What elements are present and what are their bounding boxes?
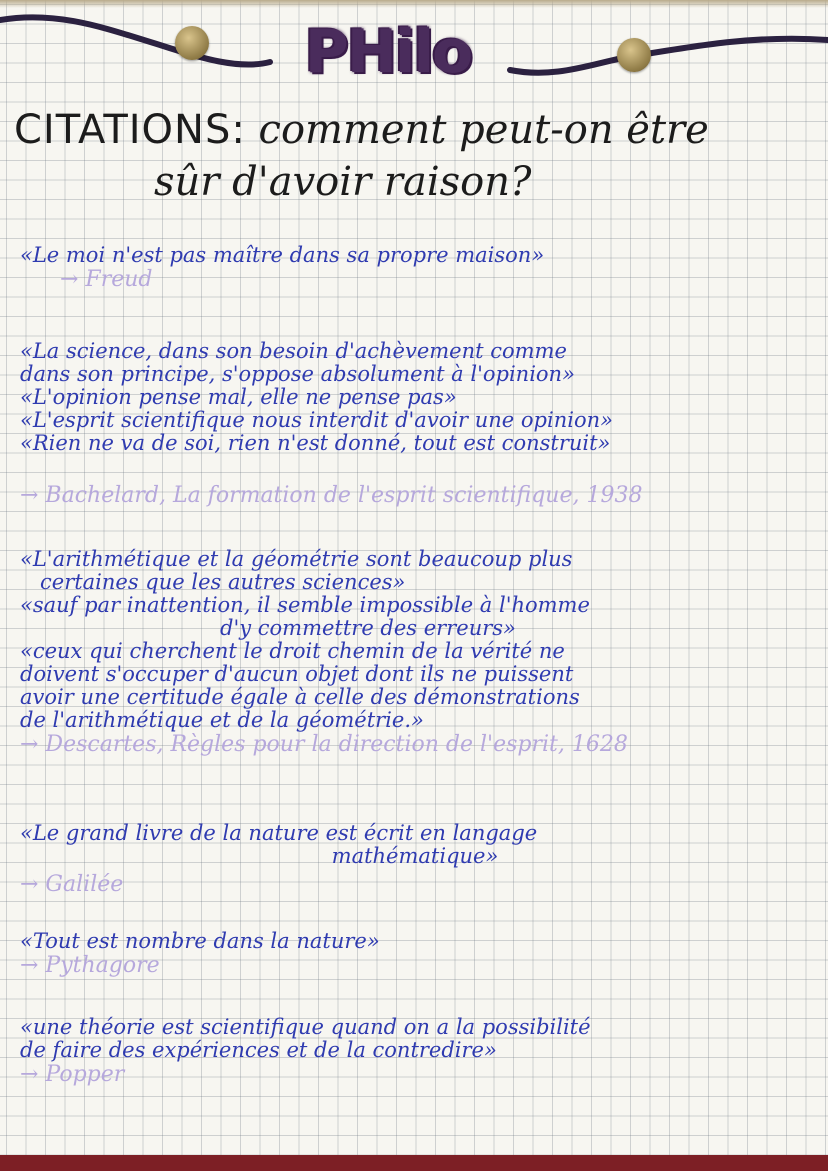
- quote-line: de faire des expériences et de la contredire»: [20, 1038, 497, 1062]
- quote-line: «Tout est nombre dans la nature»: [20, 929, 380, 953]
- eyelet-left-icon: [175, 26, 209, 60]
- heading-question-part1: comment peut-on être: [245, 107, 709, 153]
- quote-line: «ceux qui cherchent le droit chemin de la vérité ne: [20, 639, 565, 663]
- quote-line: «L'opinion pense mal, elle ne pense pas»: [20, 385, 457, 409]
- quote-line: «Le grand livre de la nature est écrit en langage: [20, 821, 538, 845]
- quote-author: → Bachelard, La formation de l'esprit scientifique, 1938: [20, 483, 643, 508]
- quote-line: mathématique»: [331, 844, 499, 868]
- heading: [14, 104, 814, 208]
- quote-block-galilee: [20, 822, 810, 898]
- quote-line: «sauf par inattention, il semble impossible à l'homme: [20, 593, 590, 617]
- quote-line: certaines que les autres sciences»: [40, 570, 406, 594]
- quote-line: «L'arithmétique et la géométrie sont beaucoup plus: [20, 547, 573, 571]
- quote-block-popper: [20, 1016, 810, 1088]
- quote-author: → Galilée: [20, 872, 124, 897]
- quote-author: → Descartes, Règles pour la direction de l'esprit, 1628: [20, 732, 628, 757]
- quote-block-freud: [20, 244, 810, 293]
- heading-citations: CITATIONS:: [14, 107, 246, 153]
- quote-line: «Le moi n'est pas maître dans sa propre maison»: [20, 243, 545, 267]
- quote-line: de l'arithmétique et de la géométrie.»: [20, 708, 424, 732]
- quote-author: → Pythagore: [20, 953, 160, 978]
- quote-line: avoir une certitude égale à celle des démonstrations: [20, 685, 580, 709]
- quote-line: «L'esprit scientifique nous interdit d'avoir une opinion»: [20, 408, 613, 432]
- quote-line: «une théorie est scientifique quand on a la possibilité: [20, 1015, 591, 1039]
- eyelet-right-icon: [617, 38, 651, 72]
- quote-line: doivent s'occuper d'aucun objet dont ils ne puissent: [20, 662, 574, 686]
- quote-line: «La science, dans son besoin d'achèvement comme: [20, 339, 567, 363]
- heading-question-part2: sûr d'avoir raison?: [154, 159, 532, 205]
- quote-block-pythagore: [20, 930, 810, 979]
- page-bottom-edge: [0, 1155, 828, 1171]
- quote-line: d'y commettre des erreurs»: [220, 616, 516, 640]
- quote-author: → Freud: [60, 267, 153, 292]
- quote-line: «Rien ne va de soi, rien n'est donné, tout est construit»: [20, 431, 611, 455]
- quote-block-descartes: [20, 548, 810, 758]
- quote-line: dans son principe, s'oppose absolument à l'opinion»: [20, 362, 575, 386]
- quote-author: → Popper: [20, 1062, 125, 1087]
- page-title: PHilo: [304, 17, 472, 87]
- quote-block-bachelard: [20, 340, 810, 509]
